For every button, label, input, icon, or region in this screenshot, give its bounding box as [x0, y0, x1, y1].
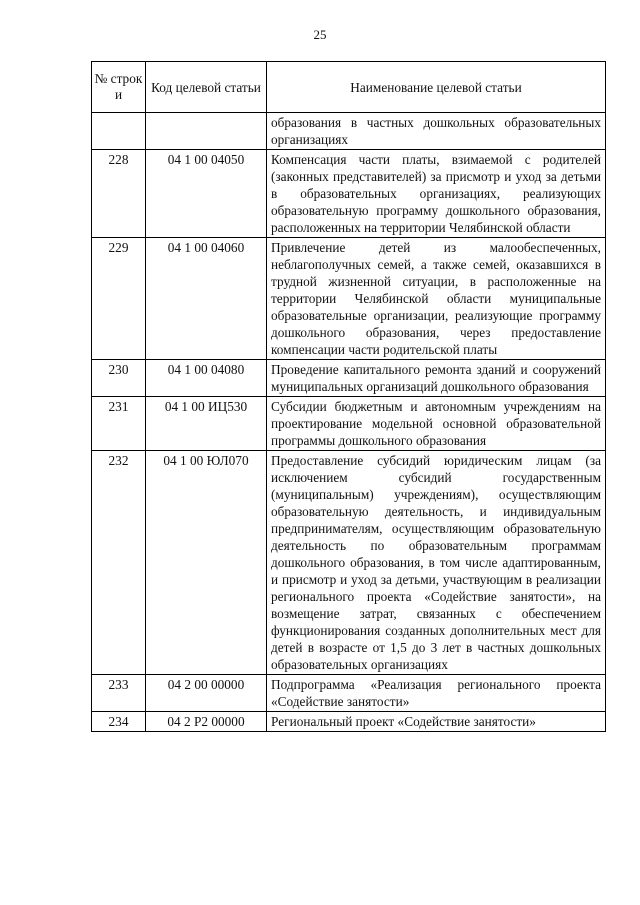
- table-row: [92, 675, 606, 712]
- row-number: 232: [92, 451, 146, 675]
- row-number: 231: [92, 397, 146, 451]
- row-code: 04 1 00 04080: [146, 360, 267, 397]
- header-name: Наименование целевой статьи: [267, 62, 606, 113]
- table-row: [92, 113, 606, 150]
- row-code: 04 1 00 04050: [146, 150, 267, 238]
- row-name: Привлечение детей из малообеспеченных, неблагополучных семей, а также семей, оказавшихся в трудной жизненной ситуации, в расположенные на территории Челябинской области муниципальные образовательные организации, реализующие программу дошкольного образования, через предоставление компенсации части родительской платы: [267, 238, 606, 360]
- row-code: [146, 113, 267, 150]
- page-number: 25: [313, 27, 327, 42]
- row-number: 230: [92, 360, 146, 397]
- row-number: 228: [92, 150, 146, 238]
- row-number: [92, 113, 146, 150]
- header-code: Код целевой статьи: [146, 62, 267, 113]
- table-row: [92, 360, 606, 397]
- row-name: Подпрограмма «Реализация регионального проекта «Содействие занятости»: [267, 675, 606, 712]
- table-row: [92, 238, 606, 360]
- table-row: [92, 397, 606, 451]
- row-name: Проведение капитального ремонта зданий и сооружений муниципальных организаций дошкольного образования: [267, 360, 606, 397]
- table-header-row: [92, 62, 606, 113]
- row-name: Предоставление субсидий юридическим лицам (за исключением субсидий государственным (муниципальным) учреждениям), осуществляющим образовательную деятельность, и индивидуальным предпринимателям, осуществляющим образовательную деятельность по образовательным программам дошкольного образования, в том числе адаптированным, и присмотр и уход за детьми, участвующим в реализации регионального проекта «Содействие занятости», на возмещение затрат, связанных с обеспечением функционирования созданных дополнительных мест для детей в возрасте от 1,5 до 3 лет в частных дошкольных образовательных организациях: [267, 451, 606, 675]
- row-name: Компенсация части платы, взимаемой с родителей (законных представителей) за присмотр и уход за детьми в образовательных организациях, реализующих образовательную программу дошкольного образования, расположенных на территории Челябинской области: [267, 150, 606, 238]
- row-name: Субсидии бюджетным и автономным учреждениям на проектирование модельной основной образовательной программы дошкольного образования: [267, 397, 606, 451]
- row-number: 234: [92, 712, 146, 732]
- header-row-number: № строк и: [92, 62, 146, 113]
- row-code: 04 2 00 00000: [146, 675, 267, 712]
- row-number: 229: [92, 238, 146, 360]
- row-name: Региональный проект «Содействие занятости»: [267, 712, 606, 732]
- row-number: 233: [92, 675, 146, 712]
- row-code: 04 2 Р2 00000: [146, 712, 267, 732]
- table-row: [92, 451, 606, 675]
- table-row: [92, 150, 606, 238]
- target-articles-table: [91, 61, 606, 732]
- table-row: [92, 712, 606, 732]
- row-name: образования в частных дошкольных образовательных организациях: [267, 113, 606, 150]
- row-code: 04 1 00 ЮЛ070: [146, 451, 267, 675]
- row-code: 04 1 00 ИЦ530: [146, 397, 267, 451]
- row-code: 04 1 00 04060: [146, 238, 267, 360]
